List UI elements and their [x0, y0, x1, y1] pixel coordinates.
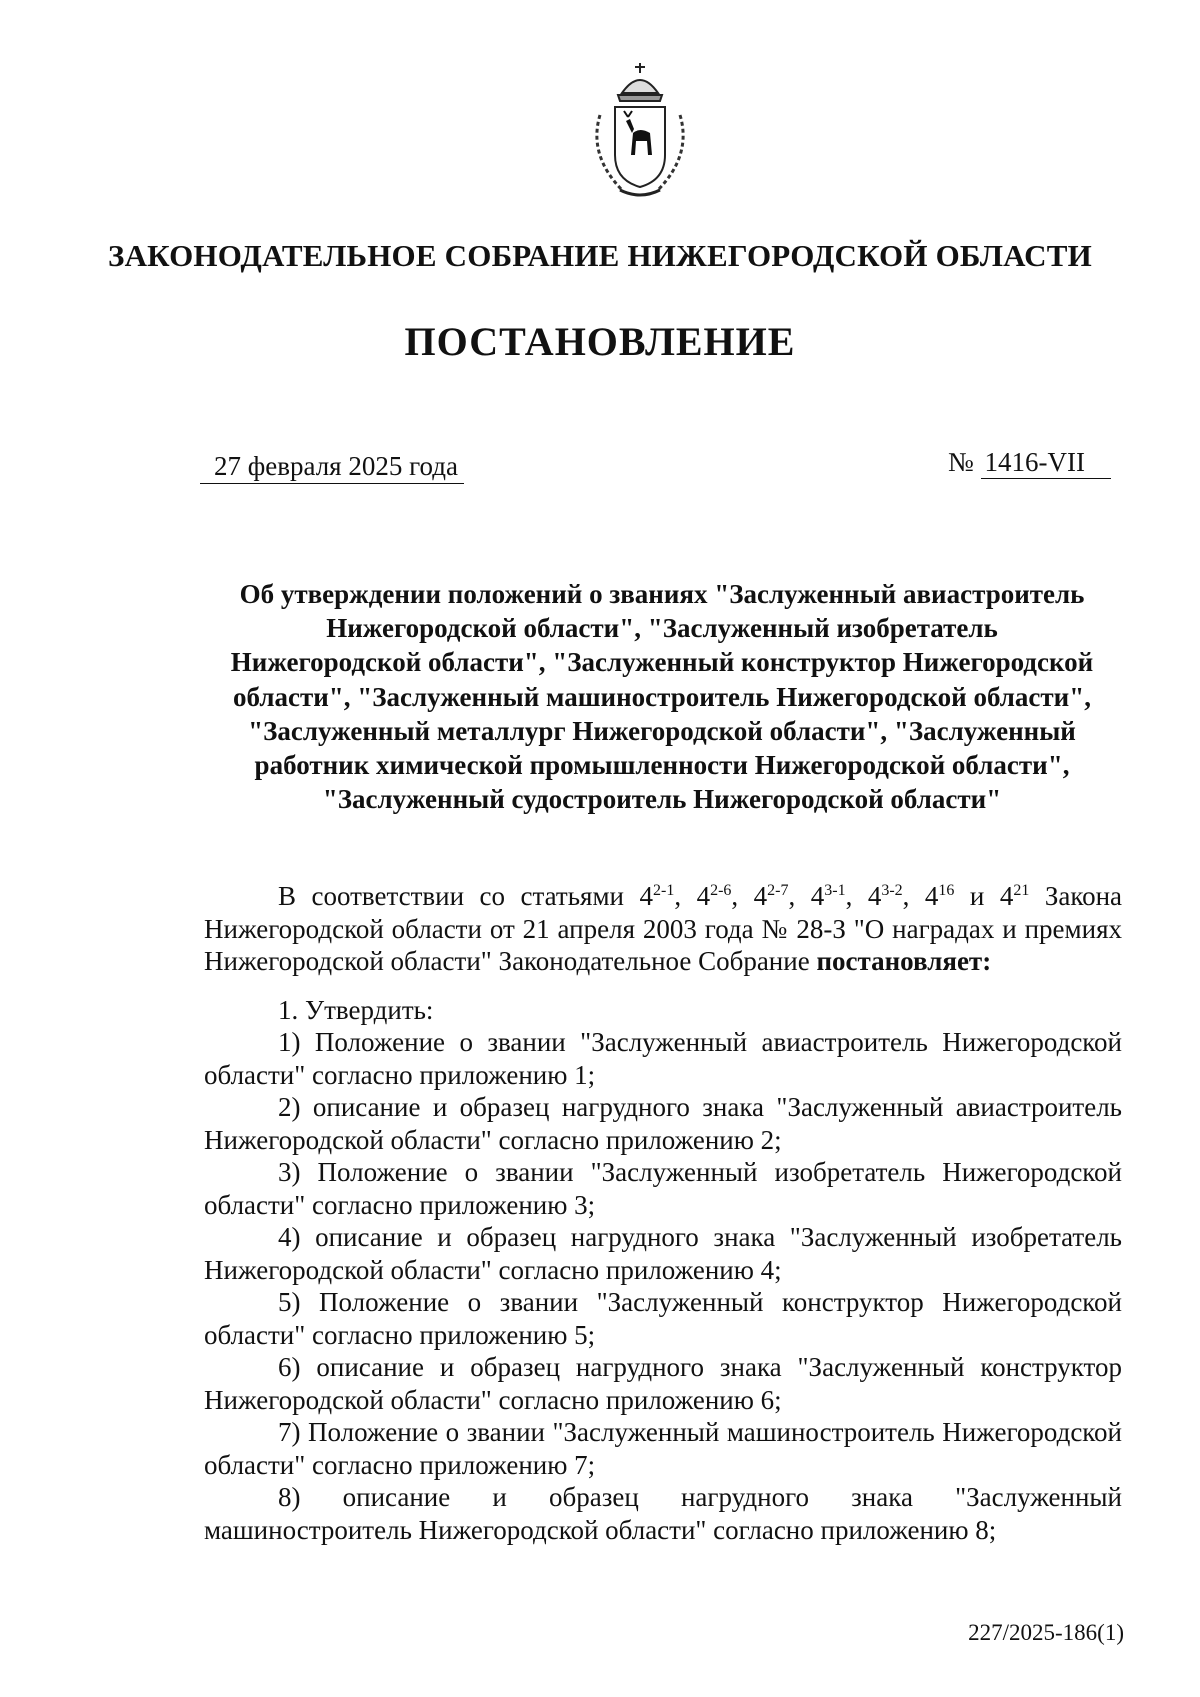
document-type: ПОСТАНОВЛЕНИЕ — [404, 319, 796, 364]
preamble-lead: В соответствии со статьями — [278, 881, 640, 911]
article-reference: 4$^{3-2}$ — [867, 881, 903, 911]
decision-item: 7) Положение о звании "Заслуженный машиностроитель Нижегородской области" согласно приложению 7; — [204, 1417, 1122, 1480]
article-reference: 4$^{2-1}$ — [639, 881, 675, 911]
document-subject — [200, 577, 1124, 816]
preamble-text: Закона Нижегородской области от 21 апреля 2003 года № 28-З "О наградах и премиях Нижегородской области" Законодательное Собрание — [204, 881, 1123, 976]
document-body — [204, 880, 1122, 1546]
document-date: 27 февраля 2025 года — [200, 450, 464, 484]
subject-line: Нижегородской области", "Заслуженный конструктор Нижегородской — [230, 647, 1094, 678]
organization-title: ЗАКОНОДАТЕЛЬНОЕ СОБРАНИЕ НИЖЕГОРОДСКОЙ ОБЛАСТИ — [108, 238, 1092, 273]
document-number — [948, 446, 1111, 478]
article-reference: $4^{21}$ — [999, 881, 1030, 911]
subject-line: Об утверждении положений о званиях "Заслуженный авиастроитель — [239, 579, 1085, 609]
decision-item: 5) Положение о звании "Заслуженный конструктор Нижегородской области" согласно приложению 5; — [204, 1287, 1122, 1350]
article-reference: 4$^{2-6}$ — [696, 881, 732, 911]
preamble-paragraph: В соответствии со статьями 4$^{2-1}$, 4$^{2-6}$, 4$^{2-7}$, 4$^{3-1}$, 4$^{3-2}$, $4^{16}$ и $4^{21}$ Закона Нижегородской области от 21 апреля 2003 года № 28-З "О наградах и премиях Нижегородской области" Законодательное Собрание постановляет: — [204, 881, 1123, 976]
decision-item: 4) описание и образец нагрудного знака "Заслуженный изобретатель Нижегородской области" согласно приложению 4; — [204, 1222, 1122, 1285]
decision-item: 1) Положение о звании "Заслуженный авиастроитель Нижегородской области" согласно приложению 1; — [204, 1027, 1122, 1090]
subject-line: работник химической промышленности Нижегородской области", — [254, 750, 1070, 781]
resolution-verb: постановляет: — [816, 946, 992, 976]
footer-registration-code: 227/2025-186(1) — [968, 1620, 1124, 1645]
number-value: 1416-VII — [981, 447, 1111, 479]
subject-line: "Заслуженный судостроитель Нижегородской области" — [322, 784, 1002, 815]
conjunction: и — [954, 881, 1000, 911]
decision-item: 8) описание и образец нагрудного знака "Заслуженный машиностроитель Нижегородской области" согласно приложению 8; — [204, 1482, 1122, 1545]
article-reference: 4$^{2-7}$ — [753, 881, 789, 911]
decision-item: 3) Положение о звании "Заслуженный изобретатель Нижегородской области" согласно приложению 3; — [204, 1157, 1122, 1220]
decision-item: 6) описание и образец нагрудного знака "Заслуженный конструктор Нижегородской области" согласно приложению 6; — [204, 1352, 1122, 1415]
coat-of-arms-icon — [570, 55, 710, 205]
subject-line: "Заслуженный металлург Нижегородской области", "Заслуженный — [248, 715, 1076, 746]
decision-item: 2) описание и образец нагрудного знака "Заслуженный авиастроитель Нижегородской области" согласно приложению 2; — [204, 1092, 1122, 1155]
article-reference: $4^{16}$ — [924, 881, 955, 911]
decision-intro: 1. Утвердить: — [278, 994, 434, 1025]
subject-line: Нижегородской области", "Заслуженный изобретатель — [326, 613, 998, 644]
number-sign: № — [948, 447, 974, 477]
article-reference: 4$^{3-1}$ — [810, 881, 846, 911]
subject-line: области", "Заслуженный машиностроитель Нижегородской области", — [233, 681, 1091, 712]
